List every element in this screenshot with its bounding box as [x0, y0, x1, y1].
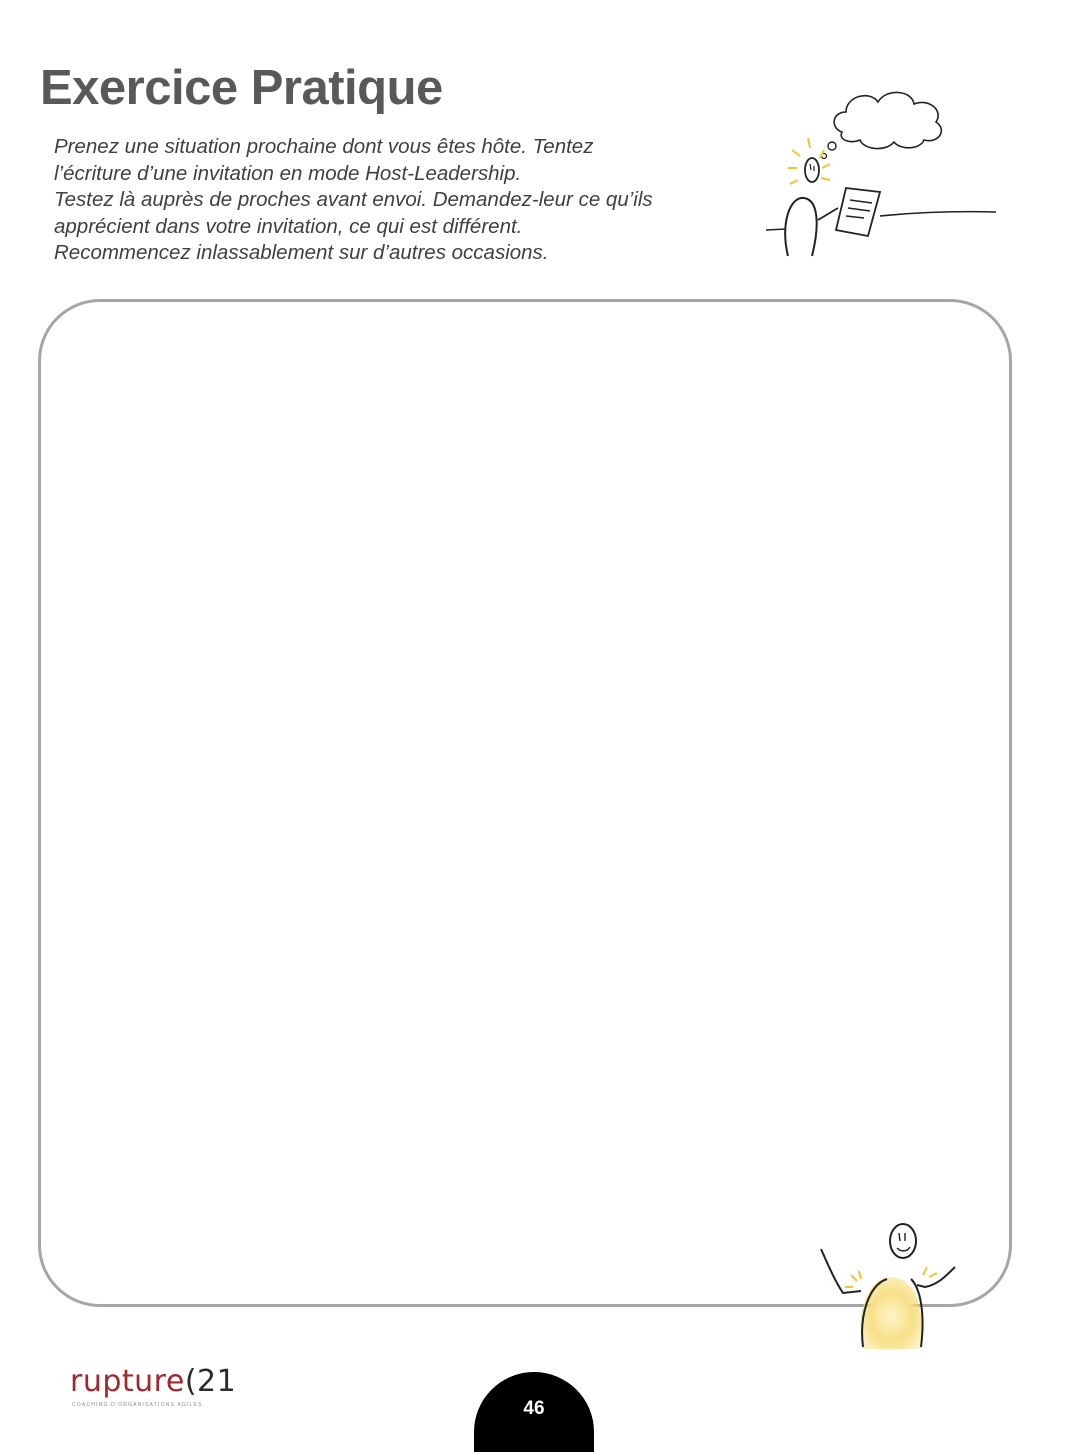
instruction-line: Testez là auprès de proches avant envoi. Demandez-leur ce qu’ils: [54, 188, 653, 211]
brand-tagline: COACHING D'ORGANISATIONS AGILES: [72, 1402, 203, 1408]
instruction-line: Prenez une situation prochaine dont vous êtes hôte. Tentez: [54, 135, 594, 158]
instruction-line: apprécient dans votre invitation, ce qui est différent.: [54, 214, 523, 238]
page-number: 46: [523, 1398, 545, 1419]
instruction-line: l’écriture d’une invitation en mode Host-Leadership.: [54, 161, 522, 185]
brand-number: (21: [184, 1364, 237, 1399]
instruction-line: Recommencez inlassablement sur d’autres occasions.: [54, 241, 549, 264]
cheering-person-icon: [815, 1215, 975, 1355]
page-title: Exercice Pratique: [40, 61, 443, 115]
brand-name: rupture: [70, 1364, 185, 1399]
brand-logo: [70, 1362, 237, 1408]
writing-area[interactable]: [38, 299, 1012, 1307]
thinking-person-with-letter-icon: [760, 84, 1000, 264]
instructions-text: [54, 134, 754, 267]
brand-wordmark: [70, 1362, 237, 1402]
page-number-tab: [474, 1372, 594, 1452]
